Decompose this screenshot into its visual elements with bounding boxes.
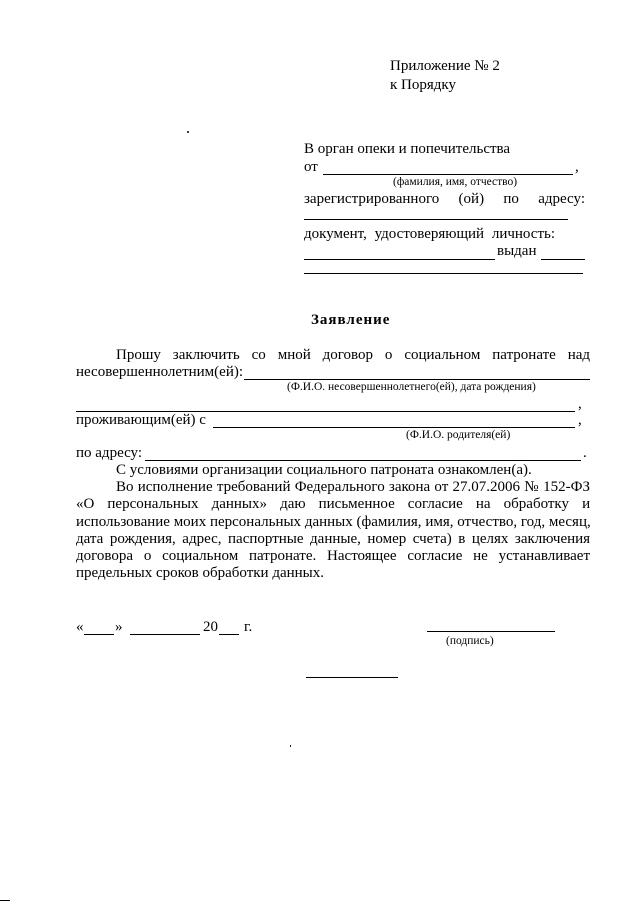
word: использование xyxy=(76,514,170,530)
word: в xyxy=(458,531,466,547)
word: данных» xyxy=(211,496,267,512)
word: документ, xyxy=(304,226,367,242)
word: о xyxy=(143,548,152,564)
issued-by-blank xyxy=(304,273,583,274)
consent-line-4 xyxy=(76,531,590,548)
word: отчество, xyxy=(457,514,518,530)
word: целях xyxy=(471,531,509,547)
word: Прошу xyxy=(116,347,161,363)
word: от xyxy=(434,479,449,495)
word: требований xyxy=(216,479,291,495)
word: Во xyxy=(116,479,134,495)
registered-address-line xyxy=(304,191,585,208)
page-bottom-edge xyxy=(0,900,10,901)
date-quote-open: « xyxy=(76,619,84,635)
word: заключения xyxy=(514,531,591,547)
address-label: по адресу: xyxy=(76,445,143,461)
minor-label: несовершеннолетним(ей): xyxy=(76,364,244,380)
word: даю xyxy=(280,496,306,512)
word: Настоящее xyxy=(327,548,397,564)
date-day-blank xyxy=(84,634,114,635)
addressee-to-line: В орган опеки и попечительства xyxy=(304,141,511,157)
consent-line-6: предельных сроков обработки данных. xyxy=(76,565,324,581)
word: Федерального xyxy=(294,479,385,495)
request-line-1 xyxy=(116,347,590,364)
word: патронате xyxy=(492,347,556,363)
scan-speck xyxy=(187,131,189,133)
word: «О xyxy=(76,496,95,512)
word: дата xyxy=(76,531,104,547)
word: устанавливает xyxy=(498,548,591,564)
date-month-blank xyxy=(130,634,200,635)
residing-label: проживающим(ей) с xyxy=(76,412,206,428)
word: исполнение xyxy=(137,479,213,495)
word: личность: xyxy=(491,226,556,242)
fio-hint: (фамилия, имя, отчество) xyxy=(393,176,518,188)
from-fio-line xyxy=(323,174,573,175)
appendix-order-ref: к Порядку xyxy=(390,77,456,93)
minor-blank xyxy=(244,379,590,380)
word: и xyxy=(582,496,591,512)
word: удостоверяющий xyxy=(374,226,485,242)
word: счета) xyxy=(412,531,452,547)
date-quote-close: » xyxy=(115,619,123,635)
word: персональных xyxy=(209,514,302,530)
issued-blank xyxy=(541,259,585,260)
word: паспортные xyxy=(228,531,304,547)
word: номер xyxy=(367,531,407,547)
parent-hint: (Ф.И.О. родителя(ей) xyxy=(406,429,511,441)
addressee-from-prefix: от xyxy=(304,159,318,175)
word: адресу: xyxy=(538,191,585,207)
conditions-acknowledged: С условиями организации социального патроната ознакомлен(а). xyxy=(116,462,532,478)
period: . xyxy=(583,445,587,461)
date-year-suffix: г. xyxy=(244,619,253,635)
word: на xyxy=(475,496,491,512)
word: со xyxy=(251,347,266,363)
id-document-line xyxy=(304,226,555,243)
appendix-number: Приложение № 2 xyxy=(390,58,500,74)
word: над xyxy=(567,347,591,363)
parent-blank xyxy=(213,427,575,428)
signature-blank xyxy=(427,631,555,632)
word: заключить xyxy=(172,347,240,363)
word: рождения, xyxy=(109,531,176,547)
address-blank xyxy=(145,460,581,461)
word: № xyxy=(524,479,539,495)
comma-2: , xyxy=(578,412,582,428)
word: согласие xyxy=(407,496,463,512)
word: месяц, xyxy=(548,514,591,530)
word: имя, xyxy=(425,514,454,530)
word: по xyxy=(503,191,519,207)
word: социальном xyxy=(162,548,239,564)
word: данные, xyxy=(310,531,361,547)
word: договор xyxy=(322,347,374,363)
word: 152-ФЗ xyxy=(543,479,591,495)
word: зарегистрированного xyxy=(304,191,440,207)
word: социальном xyxy=(404,347,481,363)
consent-line-3 xyxy=(76,514,590,531)
end-rule xyxy=(306,677,398,678)
word: согласие xyxy=(407,548,463,564)
word: письменное xyxy=(318,496,395,512)
word: закона xyxy=(388,479,431,495)
date-year-prefix: 20 xyxy=(203,619,218,635)
word: моих xyxy=(173,514,207,530)
word: 27.07.2006 xyxy=(452,479,520,495)
word: персональных xyxy=(107,496,199,512)
address-blank-line xyxy=(304,219,568,220)
word: год, xyxy=(520,514,546,530)
word: о xyxy=(384,347,393,363)
word: мной xyxy=(277,347,311,363)
word: патронате. xyxy=(248,548,317,564)
issued-label: выдан xyxy=(497,243,537,259)
word: договора xyxy=(76,548,134,564)
signature-hint: (подпись) xyxy=(446,635,494,647)
word: обработку xyxy=(503,496,570,512)
comma-1: , xyxy=(578,396,582,412)
minor-hint: (Ф.И.О. несовершеннолетнего(ей), дата рождения) xyxy=(287,381,536,393)
scan-speck xyxy=(290,745,291,747)
date-year-blank xyxy=(219,634,239,635)
consent-line-2 xyxy=(76,496,590,513)
consent-line-1 xyxy=(116,479,590,496)
consent-line-5 xyxy=(76,548,590,565)
document-title: Заявление xyxy=(311,312,391,328)
word: данных xyxy=(304,514,353,530)
from-comma: , xyxy=(575,159,579,175)
id-document-blank xyxy=(304,259,495,260)
word: (фамилия, xyxy=(356,514,422,530)
word: (ой) xyxy=(458,191,485,207)
word: адрес, xyxy=(182,531,222,547)
word: не xyxy=(473,548,488,564)
